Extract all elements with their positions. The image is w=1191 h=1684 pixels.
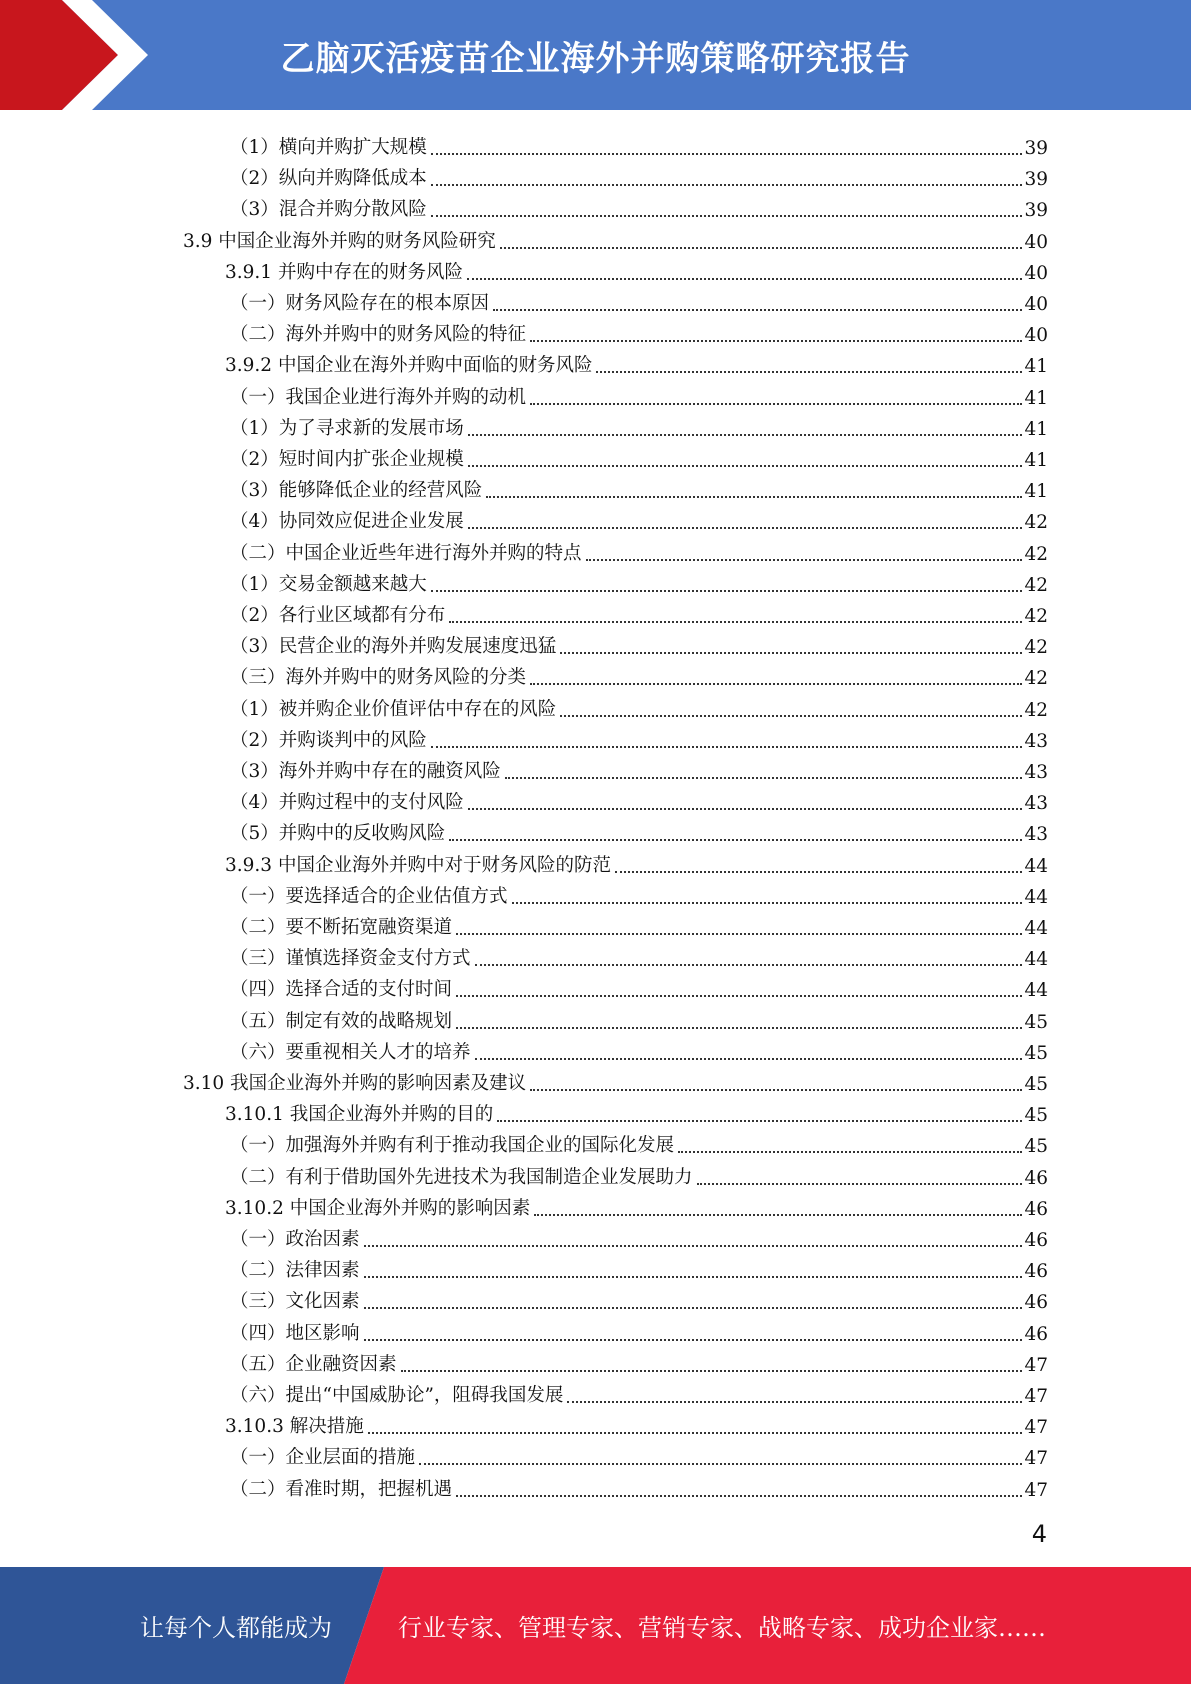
toc-entry[interactable] — [230, 1438, 1048, 1469]
toc-dot-leader — [364, 1338, 1023, 1341]
toc-entry[interactable] — [230, 378, 1048, 409]
toc-entry-label: 3.10.2 中国企业海外并购的影响因素 — [225, 1198, 531, 1219]
toc-entry-page: 42 — [1024, 606, 1048, 627]
toc-dot-leader — [560, 714, 1022, 717]
toc-entry-label: （二）法律因素 — [230, 1260, 360, 1281]
toc-dot-leader — [456, 1494, 1022, 1497]
toc-entry-page: 43 — [1024, 762, 1048, 783]
toc-entry-label: （一）财务风险存在的根本原因 — [230, 293, 490, 314]
toc-entry-page: 45 — [1024, 1105, 1048, 1126]
toc-entry-page: 44 — [1024, 949, 1048, 970]
toc-entry[interactable] — [230, 565, 1048, 596]
toc-entry[interactable] — [183, 1064, 1048, 1095]
toc-entry-page: 40 — [1024, 294, 1048, 315]
toc-entry[interactable] — [230, 190, 1048, 221]
toc-entry-label: （4）协同效应促进企业发展 — [230, 511, 464, 532]
toc-entry[interactable] — [230, 534, 1048, 565]
toc-entry[interactable] — [230, 1158, 1048, 1189]
toc-entry-page: 46 — [1024, 1292, 1048, 1313]
toc-entry-page: 42 — [1024, 637, 1048, 658]
toc-dot-leader — [475, 963, 1023, 966]
toc-entry[interactable] — [230, 1314, 1048, 1345]
toc-dot-leader — [468, 433, 1023, 436]
toc-entry[interactable] — [230, 471, 1048, 502]
report-title: 乙脑灭活疫苗企业海外并购策略研究报告 — [280, 38, 911, 79]
toc-entry[interactable] — [230, 502, 1048, 533]
toc-entry-page: 46 — [1024, 1261, 1048, 1282]
toc-entry[interactable] — [230, 690, 1048, 721]
toc-entry-page: 41 — [1024, 481, 1048, 502]
toc-entry-page: 46 — [1024, 1324, 1048, 1345]
toc-dot-leader — [530, 682, 1022, 685]
toc-dot-leader — [586, 558, 1023, 561]
toc-entry-page: 40 — [1024, 232, 1048, 253]
toc-dot-leader — [530, 402, 1022, 405]
toc-dot-leader — [467, 277, 1022, 280]
toc-entry-label: （一）我国企业进行海外并购的动机 — [230, 387, 527, 408]
toc-entry-label: （二）中国企业近些年进行海外并购的特点 — [230, 543, 582, 564]
toc-entry-page: 44 — [1024, 980, 1048, 1001]
toc-dot-leader — [475, 1057, 1023, 1060]
toc-dot-leader — [431, 183, 1023, 186]
toc-dot-leader — [530, 339, 1022, 342]
toc-entry-page: 47 — [1024, 1448, 1048, 1469]
toc-dot-leader — [468, 807, 1023, 810]
toc-entry-page: 41 — [1024, 356, 1048, 377]
toc-entry[interactable] — [225, 253, 1048, 284]
toc-entry[interactable] — [225, 346, 1048, 377]
toc-entry-page: 42 — [1024, 512, 1048, 533]
toc-entry-label: （二）要不断拓宽融资渠道 — [230, 917, 453, 938]
toc-entry-label: 3.9 中国企业海外并购的财务风险研究 — [183, 231, 496, 252]
toc-entry-page: 39 — [1024, 200, 1048, 221]
toc-entry-label: （二）看准时期，把握机遇 — [230, 1479, 453, 1500]
toc-dot-leader — [468, 464, 1023, 467]
toc-entry-label: （3）海外并购中存在的融资风险 — [230, 761, 501, 782]
toc-entry-label: （三）文化因素 — [230, 1291, 360, 1312]
toc-entry-page: 45 — [1024, 1043, 1048, 1064]
toc-entry[interactable] — [230, 128, 1048, 159]
toc-entry-page: 47 — [1024, 1355, 1048, 1376]
toc-dot-leader — [596, 370, 1022, 373]
toc-entry-label: （4）并购过程中的支付风险 — [230, 792, 464, 813]
toc-entry-page: 39 — [1024, 138, 1048, 159]
toc-entry-page: 42 — [1024, 700, 1048, 721]
toc-entry-label: （3）民营企业的海外并购发展速度迅猛 — [230, 636, 557, 657]
toc-dot-leader — [456, 1026, 1022, 1029]
toc-entry-page: 42 — [1024, 544, 1048, 565]
toc-entry[interactable] — [225, 1407, 1048, 1438]
toc-entry-label: （2）并购谈判中的风险 — [230, 730, 427, 751]
toc-dot-leader — [456, 932, 1022, 935]
toc-entry-page: 45 — [1024, 1012, 1048, 1033]
toc-entry-page: 46 — [1024, 1230, 1048, 1251]
toc-entry[interactable] — [230, 1220, 1048, 1251]
toc-entry[interactable] — [230, 783, 1048, 814]
toc-dot-leader — [497, 1119, 1022, 1122]
toc-entry[interactable] — [230, 596, 1048, 627]
toc-dot-leader — [567, 1400, 1022, 1403]
toc-dot-leader — [401, 1369, 1023, 1372]
toc-entry-page: 42 — [1024, 668, 1048, 689]
toc-dot-leader — [431, 745, 1023, 748]
toc-entry[interactable] — [230, 814, 1048, 845]
toc-entry-label: （1）被并购企业价值评估中存在的风险 — [230, 699, 557, 720]
toc-entry[interactable] — [230, 1470, 1048, 1501]
toc-entry[interactable] — [230, 315, 1048, 346]
toc-entry[interactable] — [230, 1033, 1048, 1064]
toc-dot-leader — [419, 1462, 1022, 1465]
toc-dot-leader — [431, 152, 1023, 155]
footer-slogan-left: 让每个人都能成为 — [140, 1614, 332, 1642]
toc-entry-label: 3.9.2 中国企业在海外并购中面临的财务风险 — [225, 355, 593, 376]
toc-entry-label: （四）地区影响 — [230, 1323, 360, 1344]
toc-entry[interactable] — [230, 440, 1048, 471]
toc-entry-page: 42 — [1024, 575, 1048, 596]
toc-entry-label: （四）选择合适的支付时间 — [230, 979, 453, 1000]
page-footer — [0, 1567, 1191, 1684]
toc-dot-leader — [560, 651, 1022, 654]
toc-entry[interactable] — [230, 752, 1048, 783]
toc-dot-leader — [493, 308, 1022, 311]
toc-entry-label: （3）能够降低企业的经营风险 — [230, 480, 483, 501]
toc-entry-label: （2）短时间内扩张企业规模 — [230, 449, 464, 470]
footer-slogan-right: 行业专家、管理专家、营销专家、战略专家、成功企业家…… — [398, 1614, 1046, 1642]
toc-dot-leader — [456, 994, 1022, 997]
toc-dot-leader — [364, 1306, 1023, 1309]
toc-dot-leader — [500, 246, 1023, 249]
toc-entry[interactable] — [230, 627, 1048, 658]
toc-entry-label: （三）谨慎选择资金支付方式 — [230, 948, 471, 969]
toc-entry[interactable] — [230, 658, 1048, 689]
toc-entry[interactable] — [230, 721, 1048, 752]
toc-entry-label: （一）要选择适合的企业估值方式 — [230, 886, 508, 907]
toc-entry-page: 47 — [1024, 1417, 1048, 1438]
toc-dot-leader — [431, 214, 1023, 217]
toc-entry[interactable] — [230, 939, 1048, 970]
toc-entry-page: 43 — [1024, 731, 1048, 752]
toc-dot-leader — [368, 1431, 1023, 1434]
toc-entry[interactable] — [230, 877, 1048, 908]
toc-dot-leader — [449, 620, 1022, 623]
toc-entry-page: 41 — [1024, 419, 1048, 440]
toc-entry-label: （一）政治因素 — [230, 1229, 360, 1250]
toc-entry[interactable] — [230, 159, 1048, 190]
toc-entry-page: 45 — [1024, 1136, 1048, 1157]
toc-entry-label: 3.9.1 并购中存在的财务风险 — [225, 262, 463, 283]
toc-entry[interactable] — [230, 1251, 1048, 1282]
toc-dot-leader — [364, 1244, 1023, 1247]
toc-entry-label: （二）海外并购中的财务风险的特征 — [230, 324, 527, 345]
toc-entry-label: （1）横向并购扩大规模 — [230, 137, 427, 158]
toc-entry-label: （2）纵向并购降低成本 — [230, 168, 427, 189]
toc-entry-label: 3.10.1 我国企业海外并购的目的 — [225, 1104, 494, 1125]
toc-entry[interactable] — [230, 1126, 1048, 1157]
toc-entry[interactable] — [230, 284, 1048, 315]
toc-entry-label: 3.10.3 解决措施 — [225, 1416, 364, 1437]
toc-dot-leader — [486, 495, 1022, 498]
toc-entry[interactable] — [230, 409, 1048, 440]
toc-entry-label: （2）各行业区域都有分布 — [230, 605, 446, 626]
toc-dot-leader — [678, 1150, 1022, 1153]
toc-entry-page: 40 — [1024, 325, 1048, 346]
toc-entry-page: 45 — [1024, 1074, 1048, 1095]
toc-entry-page: 39 — [1024, 169, 1048, 190]
toc-entry[interactable] — [225, 1189, 1048, 1220]
toc-entry-label: （二）有利于借助国外先进技术为我国制造企业发展助力 — [230, 1167, 693, 1188]
toc-entry-page: 41 — [1024, 388, 1048, 409]
toc-dot-leader — [512, 901, 1023, 904]
toc-entry[interactable] — [225, 846, 1048, 877]
toc-entry-page: 44 — [1024, 918, 1048, 939]
toc-entry-label: （五）制定有效的战略规划 — [230, 1011, 453, 1032]
toc-entry[interactable] — [230, 1345, 1048, 1376]
toc-entry[interactable] — [230, 1282, 1048, 1313]
toc-entry-label: （5）并购中的反收购风险 — [230, 823, 446, 844]
toc-entry-label: 3.10 我国企业海外并购的影响因素及建议 — [183, 1073, 527, 1094]
toc-entry-page: 47 — [1024, 1480, 1048, 1501]
toc-entry-label: 3.9.3 中国企业海外并购中对于财务风险的防范 — [225, 855, 611, 876]
toc-dot-leader — [505, 776, 1023, 779]
toc-entry-page: 41 — [1024, 450, 1048, 471]
toc-entry-page: 46 — [1024, 1168, 1048, 1189]
toc-dot-leader — [449, 838, 1022, 841]
toc-entry-page: 44 — [1024, 887, 1048, 908]
toc-entry-label: （六）要重视相关人才的培养 — [230, 1042, 471, 1063]
toc-entry-page: 47 — [1024, 1386, 1048, 1407]
page-header — [0, 0, 1191, 110]
toc-dot-leader — [530, 1088, 1022, 1091]
toc-entry-label: （1）交易金额越来越大 — [230, 574, 427, 595]
toc-entry-label: （一）企业层面的措施 — [230, 1447, 416, 1468]
toc-entry[interactable] — [225, 1095, 1048, 1126]
toc-entry[interactable] — [230, 970, 1048, 1001]
toc-entry-page: 43 — [1024, 824, 1048, 845]
toc-dot-leader — [697, 1182, 1023, 1185]
toc-entry-page: 40 — [1024, 263, 1048, 284]
toc-entry[interactable] — [183, 222, 1048, 253]
toc-entry-page: 43 — [1024, 793, 1048, 814]
toc-dot-leader — [615, 870, 1022, 873]
header-chevron-decoration — [0, 0, 170, 110]
toc-entry-page: 44 — [1024, 856, 1048, 877]
toc-dot-leader — [364, 1275, 1023, 1278]
toc-entry-label: （六）提出“中国威胁论”，阻碍我国发展 — [230, 1385, 564, 1406]
toc-entry[interactable] — [230, 1002, 1048, 1033]
toc-entry[interactable] — [230, 908, 1048, 939]
toc-dot-leader — [468, 526, 1023, 529]
page-number: 4 — [1031, 1520, 1047, 1548]
toc-entry-label: （一）加强海外并购有利于推动我国企业的国际化发展 — [230, 1135, 675, 1156]
toc-entry-label: （五）企业融资因素 — [230, 1354, 397, 1375]
toc-entry[interactable] — [230, 1376, 1048, 1407]
toc-dot-leader — [534, 1213, 1022, 1216]
toc-entry-label: （三）海外并购中的财务风险的分类 — [230, 667, 527, 688]
toc-entry-label: （1）为了寻求新的发展市场 — [230, 418, 464, 439]
toc-entry-label: （3）混合并购分散风险 — [230, 199, 427, 220]
toc-entry-page: 46 — [1024, 1199, 1048, 1220]
toc-dot-leader — [431, 589, 1023, 592]
